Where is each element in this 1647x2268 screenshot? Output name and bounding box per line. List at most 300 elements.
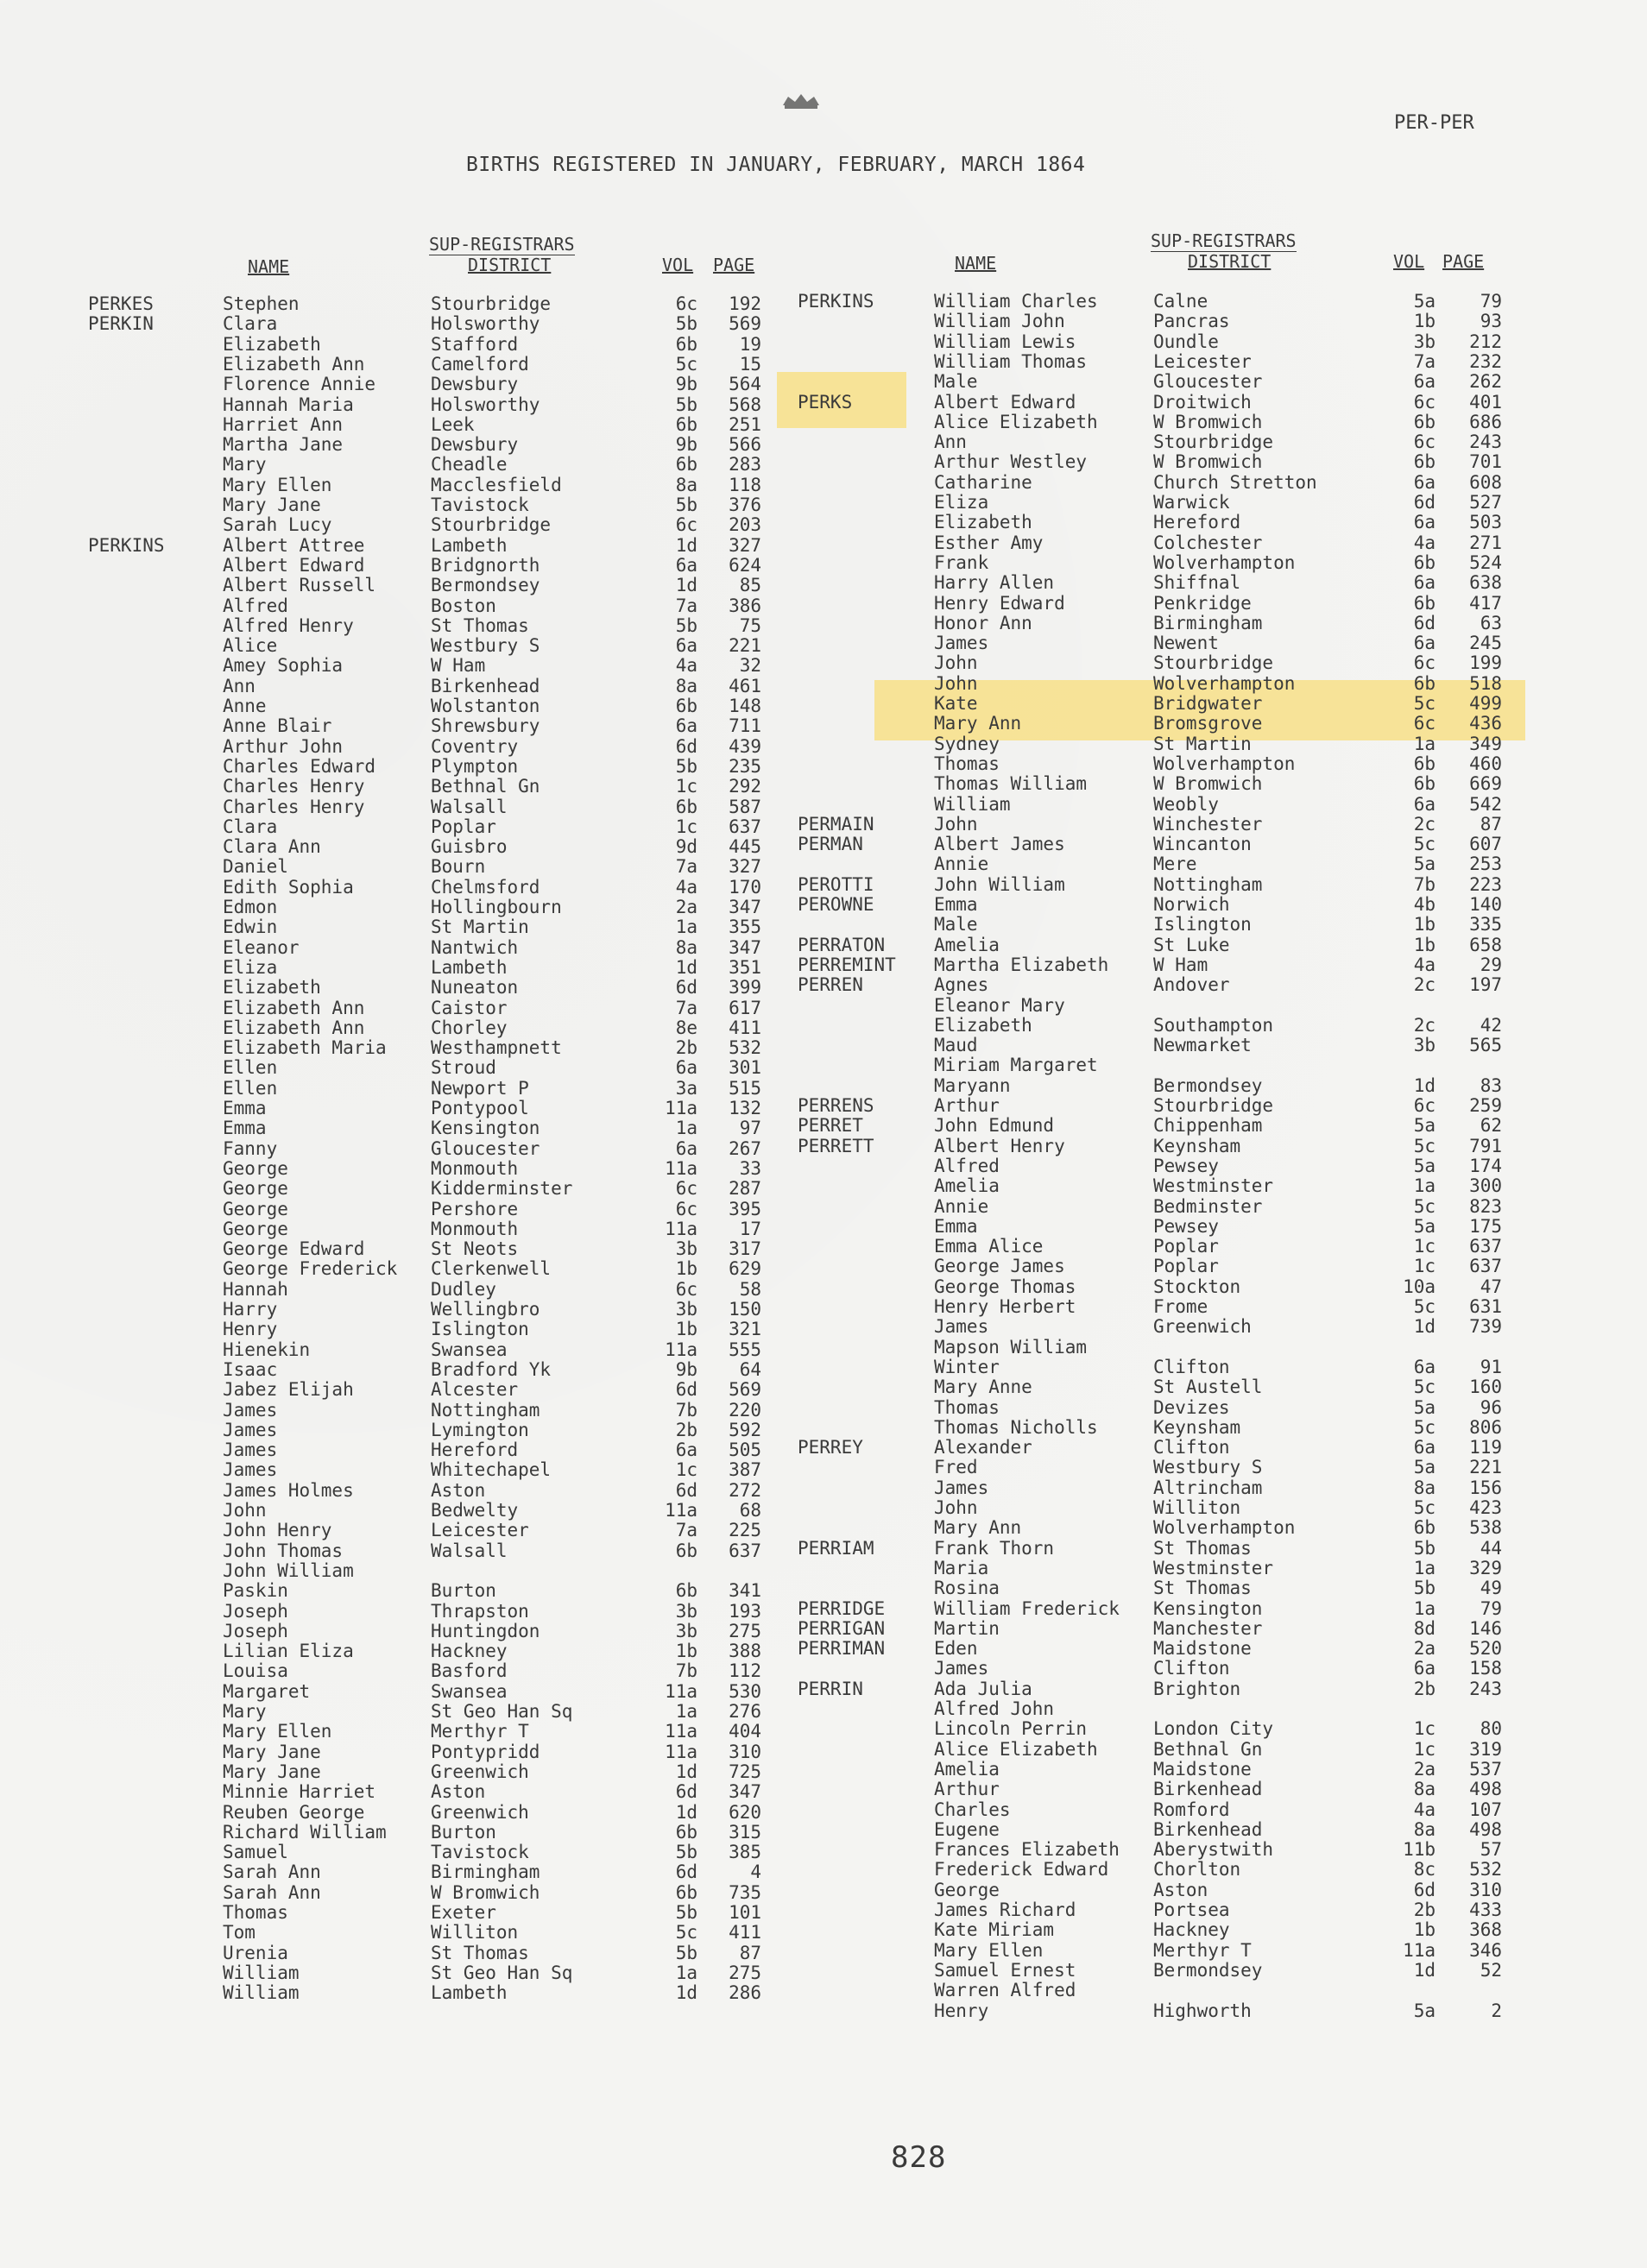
page-ref: 132 [729,1098,761,1118]
district: Newport P [431,1077,529,1099]
given-name: Elizabeth [223,333,321,355]
district: Merthyr T [431,1721,529,1742]
volume: 6b [1413,773,1436,795]
district: Nottingham [1153,873,1263,895]
surname: PERRENS [798,1095,874,1116]
district: Westbury S [431,635,540,657]
page-ref: 310 [1469,1879,1502,1900]
district: Nantwich [431,936,519,958]
page-ref: 80 [1480,1718,1502,1740]
district: Huntingdon [431,1620,540,1641]
left-name-header: NAME [248,256,290,277]
page-ref: 301 [729,1057,761,1079]
volume: 6d [675,1862,697,1883]
left-page-header: PAGE [713,255,755,275]
volume: 3b [675,1620,697,1641]
volume: 1a [675,1962,697,1983]
volume: 6d [675,1379,697,1401]
volume: 6b [1413,592,1436,614]
volume: 6c [1413,1095,1436,1116]
volume: 1c [1413,1718,1436,1740]
district: Highworth [1153,2000,1252,2021]
given-name: Harriet Ann [223,413,344,435]
given-name: Albert Henry [934,1135,1065,1156]
given-name: Arthur John [223,735,344,757]
district: Clerkenwell [431,1258,552,1280]
given-name: Clara [223,816,278,837]
given-name: Martin [934,1617,1000,1639]
district: Droitwich [1153,391,1252,413]
district: Holsworthy [431,313,540,335]
page-ref: 79 [1480,1597,1502,1619]
volume: 1a [1413,1597,1436,1619]
given-name: Amelia [934,1175,1000,1197]
given-name: Mary [223,1701,267,1722]
district: Lambeth [431,956,508,978]
given-name: Alfred [223,595,288,616]
volume: 11a [665,1098,697,1118]
right-page-header: PAGE [1442,251,1485,272]
given-name: James [223,1459,278,1481]
page-ref: 566 [729,434,761,456]
district: Shrewsbury [431,715,540,737]
page-ref: 87 [739,1942,761,1963]
district: Stockton [1153,1276,1241,1297]
surname: PEROTTI [798,873,874,895]
volume: 1a [675,917,697,938]
page-ref: 388 [729,1641,761,1662]
given-name: Charles Henry [223,796,365,817]
district: St Luke [1153,934,1230,955]
district: Stafford [431,333,519,355]
given-name: Elizabeth Maria [223,1037,387,1059]
volume: 2a [675,897,697,917]
page-ref: 19 [739,333,761,355]
district: Wolverhampton [1153,672,1296,694]
page-ref: 527 [1469,492,1502,513]
surname: PERRIAM [798,1537,874,1559]
volume: 11b [1403,1839,1436,1861]
surname: PERRIMAN [798,1638,886,1660]
volume: 2c [1413,813,1436,835]
page-ref: 439 [729,735,761,757]
page-ref: 58 [739,1278,761,1300]
district: Wincanton [1153,834,1252,855]
left-vol-header: VOL [662,255,694,275]
surname: PERRET [798,1115,863,1137]
page-ref: 276 [729,1701,761,1722]
given-name: Elizabeth Ann [223,997,365,1018]
surname: PERREN [798,974,863,996]
page-ref: 62 [1480,1115,1502,1137]
page-ref: 532 [729,1037,761,1059]
volume: 5b [1413,1537,1436,1559]
surname: PERRATON [798,934,886,955]
given-name: Alice [223,635,278,657]
district: Maidstone [1153,1758,1252,1780]
volume: 1b [1413,934,1436,955]
page-ref: 376 [729,495,761,515]
page-ref: 404 [729,1721,761,1742]
given-name: Warren Alfred [934,1980,1076,2001]
page-ref: 349 [1469,733,1502,754]
surname: PERREY [798,1437,863,1458]
given-name: Amelia [934,1758,1000,1780]
district: Merthyr T [1153,1939,1252,1961]
page-ref: 395 [729,1198,761,1219]
district: Stroud [431,1057,496,1079]
given-name: Eden [934,1638,978,1660]
page-ref: 565 [1469,1035,1502,1056]
district: Newent [1153,633,1219,654]
page-ref: 42 [1480,1014,1502,1036]
district: Dewsbury [431,374,519,395]
volume: 1d [675,956,697,978]
district: Swansea [431,1680,508,1702]
volume: 4a [675,876,697,898]
given-name: Sydney [934,733,1000,754]
district: St Austell [1153,1377,1263,1398]
given-name: Mapson William [934,1336,1088,1358]
given-name: Amey Sophia [223,655,344,677]
volume: 6b [675,454,697,476]
volume: 7b [1413,873,1436,895]
page-ref: 243 [1469,1678,1502,1699]
volume: 5b [675,1842,697,1863]
page-ref: 286 [729,1982,761,2004]
page-ref: 267 [729,1137,761,1159]
page-ref: 445 [729,836,761,858]
given-name: James [223,1419,278,1440]
given-name: Frank [934,551,989,573]
given-name: Elizabeth Ann [223,1017,365,1038]
given-name: Florence Annie [223,374,376,395]
page-ref: 75 [739,614,761,636]
page-ref: 140 [1469,894,1502,915]
given-name: Eleanor Mary [934,994,1065,1016]
volume: 5b [675,614,697,636]
volume: 6c [675,1278,697,1300]
volume: 6c [675,514,697,536]
given-name: Minnie Harriet [223,1781,376,1803]
district: Bermondsey [1153,1074,1263,1096]
district: St Thomas [1153,1537,1252,1559]
surname: PERMAIN [798,813,874,835]
volume: 6d [675,1479,697,1501]
volume: 1c [675,776,697,797]
district: Islington [431,1319,529,1340]
page-ref: 503 [1469,512,1502,533]
district: Birkenhead [1153,1818,1263,1840]
volume: 6c [675,1198,697,1219]
district: Guisbro [431,836,508,858]
district: Pewsey [1153,1215,1219,1237]
district: Poplar [1153,1236,1219,1257]
given-name: Kate [934,693,978,714]
page-ref: 607 [1469,834,1502,855]
surname: PERKES [88,293,154,314]
page-ref: 327 [729,856,761,878]
district: Westbury S [1153,1457,1263,1478]
given-name: William John [934,311,1065,332]
page-ref: 220 [729,1399,761,1421]
page-ref: 199 [1469,652,1502,674]
district: Wolverhampton [1153,753,1296,774]
district: Walsall [431,1540,508,1561]
volume: 8a [675,474,697,495]
page-ref: 79 [1480,291,1502,312]
district: Lymington [431,1419,529,1440]
volume: 9b [675,374,697,395]
district: Dudley [431,1278,496,1300]
page-ref: 725 [729,1761,761,1782]
district: Islington [1153,914,1252,936]
district: St Martin [1153,733,1252,754]
given-name: Maryann [934,1074,1011,1096]
given-name: Mary Jane [223,1761,321,1782]
district: W Ham [1153,954,1208,975]
district: Westhampnett [431,1037,562,1059]
given-name: Frederick Edward [934,1859,1109,1881]
district: Stourbridge [1153,432,1274,453]
volume: 5c [1413,1135,1436,1156]
district: Warwick [1153,492,1230,513]
page-ref: 107 [1469,1799,1502,1820]
district: Andover [1153,974,1230,996]
district: Bethnal Gn [1153,1738,1263,1760]
page-ref: 223 [1469,873,1502,895]
given-name: Reuben George [223,1801,365,1823]
page-ref: 542 [1469,793,1502,815]
given-name: John [223,1500,267,1521]
given-name: John [934,672,978,694]
given-name: Hienekin [223,1339,311,1360]
volume: 8a [1413,1779,1436,1800]
given-name: Ellen [223,1077,278,1099]
given-name: Annie [934,854,989,875]
page-ref: 386 [729,595,761,616]
given-name: Alfred Henry [223,614,354,636]
volume: 7a [675,595,697,616]
volume: 6d [675,1781,697,1803]
given-name: Thomas Nicholls [934,1416,1098,1438]
given-name: Fanny [223,1137,278,1159]
district: Williton [431,1922,519,1944]
district: Hollingbourn [431,897,562,917]
given-name: Miriam Margaret [934,1055,1098,1076]
page-number: 828 [891,2140,947,2175]
volume: 5a [1413,1215,1436,1237]
district: Holsworthy [431,394,540,415]
given-name: Thomas [223,1902,288,1923]
volume: 8a [675,675,697,696]
page-ref: 32 [739,655,761,677]
volume: 8c [1413,1859,1436,1881]
volume: 3b [1413,1035,1436,1056]
page-ref: 620 [729,1801,761,1823]
district: Nuneaton [431,977,519,999]
page-ref: 569 [729,1379,761,1401]
given-name: Arthur Westley [934,451,1088,473]
district: Church Stretton [1153,471,1317,493]
page-ref: 221 [1469,1457,1502,1478]
volume: 6b [675,696,697,716]
volume: 1b [675,1319,697,1340]
volume: 5c [675,1922,697,1944]
page-ref: 44 [1480,1537,1502,1559]
given-name: John William [223,1559,354,1581]
volume: 6a [1413,1437,1436,1458]
given-name: John Thomas [223,1540,344,1561]
district: London City [1153,1718,1274,1740]
page-ref: 85 [739,575,761,596]
district: Chippenham [1153,1115,1263,1137]
volume: 1d [675,1761,697,1782]
volume: 1c [1413,1256,1436,1277]
district: St Thomas [431,1942,529,1963]
given-name: Mary [223,454,267,476]
page-ref: 341 [729,1580,761,1602]
given-name: Annie [934,1195,989,1217]
volume: 7b [675,1660,697,1682]
volume: 1d [675,1801,697,1823]
volume: 2b [675,1037,697,1059]
given-name: James [223,1399,278,1421]
district: Portsea [1153,1899,1230,1920]
given-name: Charles Edward [223,755,376,777]
given-name: Anne Blair [223,715,332,737]
given-name: Emma Alice [934,1236,1044,1257]
page-ref: 806 [1469,1416,1502,1438]
page-ref: 300 [1469,1175,1502,1197]
given-name: George [223,1178,288,1200]
page-ref: 4 [750,1862,761,1883]
page-ref: 29 [1480,954,1502,975]
district: Exeter [431,1902,496,1923]
volume: 7b [675,1399,697,1421]
volume: 6c [675,1178,697,1200]
page-ref: 225 [729,1520,761,1541]
page-ref: 711 [729,715,761,737]
district: Kensington [431,1118,540,1139]
page-ref: 532 [1469,1859,1502,1881]
volume: 8e [675,1017,697,1038]
given-name: William [223,1982,300,2004]
volume: 1b [1413,914,1436,936]
given-name: Honor Ann [934,612,1032,633]
district: Aston [431,1781,486,1803]
given-name: Harry [223,1299,278,1320]
district: Birkenhead [1153,1779,1263,1800]
page-ref: 315 [729,1821,761,1843]
district: Birkenhead [431,675,540,696]
given-name: Ann [934,432,967,453]
page-ref: 221 [729,635,761,657]
volume: 9d [675,836,697,858]
given-name: Eleanor [223,936,300,958]
district: Chorlton [1153,1859,1241,1881]
given-name: Mary Ann [934,1517,1022,1539]
page-ref: 592 [729,1419,761,1440]
page-ref: 686 [1469,411,1502,432]
district: Pershore [431,1198,519,1219]
page-ref: 93 [1480,311,1502,332]
district: St Geo Han Sq [431,1701,573,1722]
district: St Neots [431,1238,519,1260]
district: Westminster [1153,1557,1274,1578]
volume: 6a [1413,572,1436,594]
district: Stourbridge [1153,1095,1274,1116]
volume: 6d [675,735,697,757]
page-code: PER-PER [1394,112,1474,134]
volume: 1b [1413,311,1436,332]
page-ref: 555 [729,1339,761,1360]
page-ref: 327 [729,534,761,556]
given-name: James Holmes [223,1479,354,1501]
page-ref: 520 [1469,1638,1502,1660]
given-name: Elizabeth [223,977,321,999]
district: Bermondsey [1153,1959,1263,1981]
given-name: George Edward [223,1238,365,1260]
given-name: Charles [934,1799,1011,1820]
district: Alcester [431,1379,519,1401]
volume: 8d [1413,1617,1436,1639]
page-ref: 203 [729,514,761,536]
volume: 6b [675,333,697,355]
given-name: Clara Ann [223,836,321,858]
volume: 10a [1403,1276,1436,1297]
page-ref: 2 [1491,2000,1502,2021]
volume: 1c [675,816,697,837]
volume: 7a [675,997,697,1018]
district: Leicester [431,1520,529,1541]
volume: 4a [1413,532,1436,553]
given-name: Mary Ellen [934,1939,1044,1961]
page-ref: 347 [729,897,761,917]
page-ref: 335 [1469,914,1502,936]
district: Clifton [1153,1437,1230,1458]
crown-emblem-icon [779,91,823,112]
district: Birmingham [431,1862,540,1883]
given-name: Male [934,914,978,936]
page-ref: 461 [729,675,761,696]
district: Stourbridge [431,514,552,536]
given-name: George James [934,1256,1065,1277]
volume: 1b [675,1258,697,1280]
given-name: Thomas William [934,773,1088,795]
given-name: James [934,633,989,654]
district: Chelmsford [431,876,540,898]
page-ref: 637 [1469,1236,1502,1257]
given-name: John Henry [223,1520,332,1541]
given-name: Alfred John [934,1698,1055,1719]
given-name: John [934,652,978,674]
volume: 6a [675,715,697,737]
volume: 1a [1413,1175,1436,1197]
volume: 5a [1413,2000,1436,2021]
district: W Bromwich [431,1881,540,1903]
volume: 6b [675,1540,697,1561]
district: Cheadle [431,454,508,476]
volume: 11a [665,1741,697,1762]
page-ref: 49 [1480,1578,1502,1599]
volume: 6a [675,1440,697,1461]
volume: 1c [1413,1738,1436,1760]
given-name: Harry Allen [934,572,1055,594]
volume: 6a [675,1137,697,1159]
page-ref: 637 [729,1540,761,1561]
page-ref: 212 [1469,331,1502,352]
